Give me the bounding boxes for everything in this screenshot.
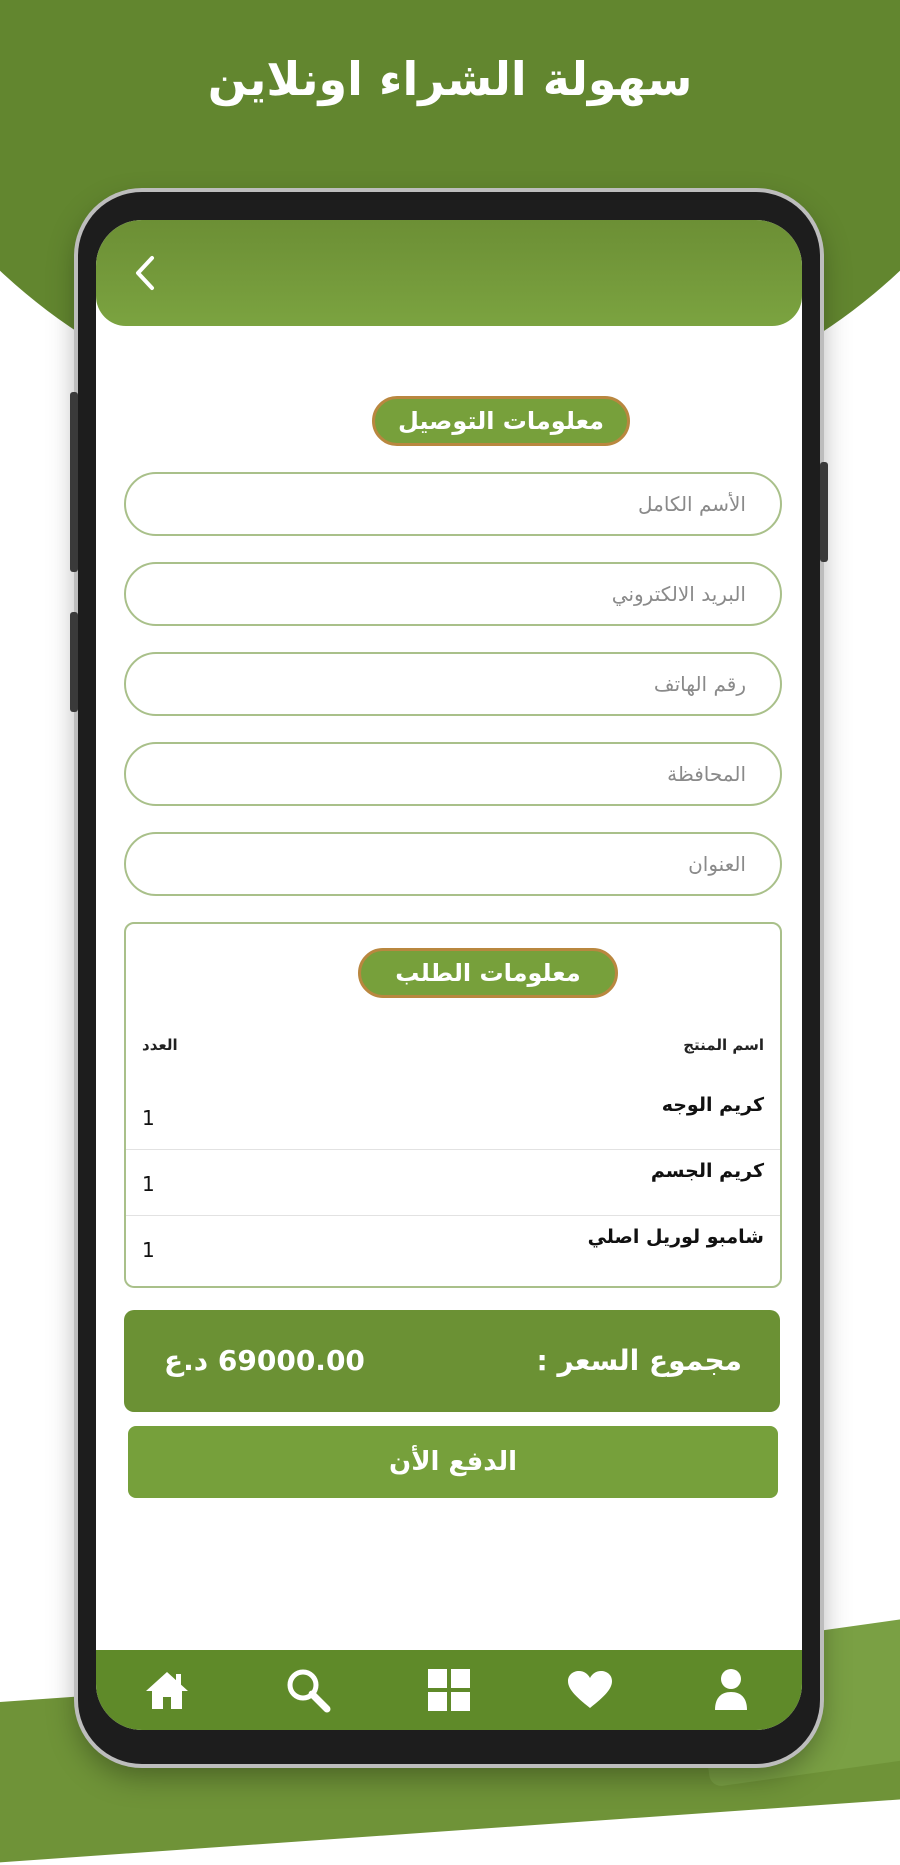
email-field[interactable] (124, 562, 782, 626)
product-name: شامبو لوريل اصلي (587, 1226, 764, 1248)
pay-now-button[interactable]: الدفع الأن (128, 1426, 778, 1498)
delivery-info-title: معلومات التوصيل (372, 396, 630, 446)
nav-profile[interactable] (691, 1655, 771, 1725)
chevron-left-icon (130, 253, 160, 293)
top-app-bar (96, 220, 802, 326)
product-name: كريم الجسم (650, 1160, 764, 1182)
phone-side-button (70, 612, 78, 712)
column-header-product: اسم المنتج (683, 1036, 764, 1054)
table-row (126, 1150, 780, 1216)
home-icon (144, 1669, 190, 1711)
bottom-navigation (96, 1650, 802, 1730)
phone-number-field[interactable] (124, 652, 782, 716)
total-price-label: مجموع السعر : (536, 1344, 742, 1377)
full-name-field[interactable] (124, 472, 782, 536)
phone-frame (78, 192, 820, 1764)
nav-home[interactable] (127, 1655, 207, 1725)
promo-headline: سهولة الشراء اونلاين (207, 52, 693, 106)
search-icon (285, 1667, 331, 1713)
app-screen (96, 220, 802, 1730)
back-button[interactable] (122, 250, 168, 296)
nav-search[interactable] (268, 1655, 348, 1725)
address-field[interactable] (124, 832, 782, 896)
product-name: كريم الوجه (661, 1094, 764, 1116)
governorate-field[interactable] (124, 742, 782, 806)
product-quantity: 1 (142, 1106, 155, 1130)
phone-side-button (70, 392, 78, 572)
grid-icon (427, 1668, 471, 1712)
heart-icon (567, 1670, 613, 1710)
user-icon (713, 1668, 749, 1712)
order-info-title: معلومات الطلب (358, 948, 618, 998)
phone-power-button (820, 462, 828, 562)
nav-categories[interactable] (409, 1655, 489, 1725)
table-row (126, 1084, 780, 1150)
table-row (126, 1216, 780, 1282)
order-info-card (124, 922, 782, 1288)
total-price-value: 69000.00 د.ع (164, 1344, 365, 1377)
total-price-bar (124, 1310, 780, 1412)
product-quantity: 1 (142, 1172, 155, 1196)
column-header-quantity: العدد (142, 1036, 178, 1054)
nav-favorites[interactable] (550, 1655, 630, 1725)
product-quantity: 1 (142, 1238, 155, 1262)
